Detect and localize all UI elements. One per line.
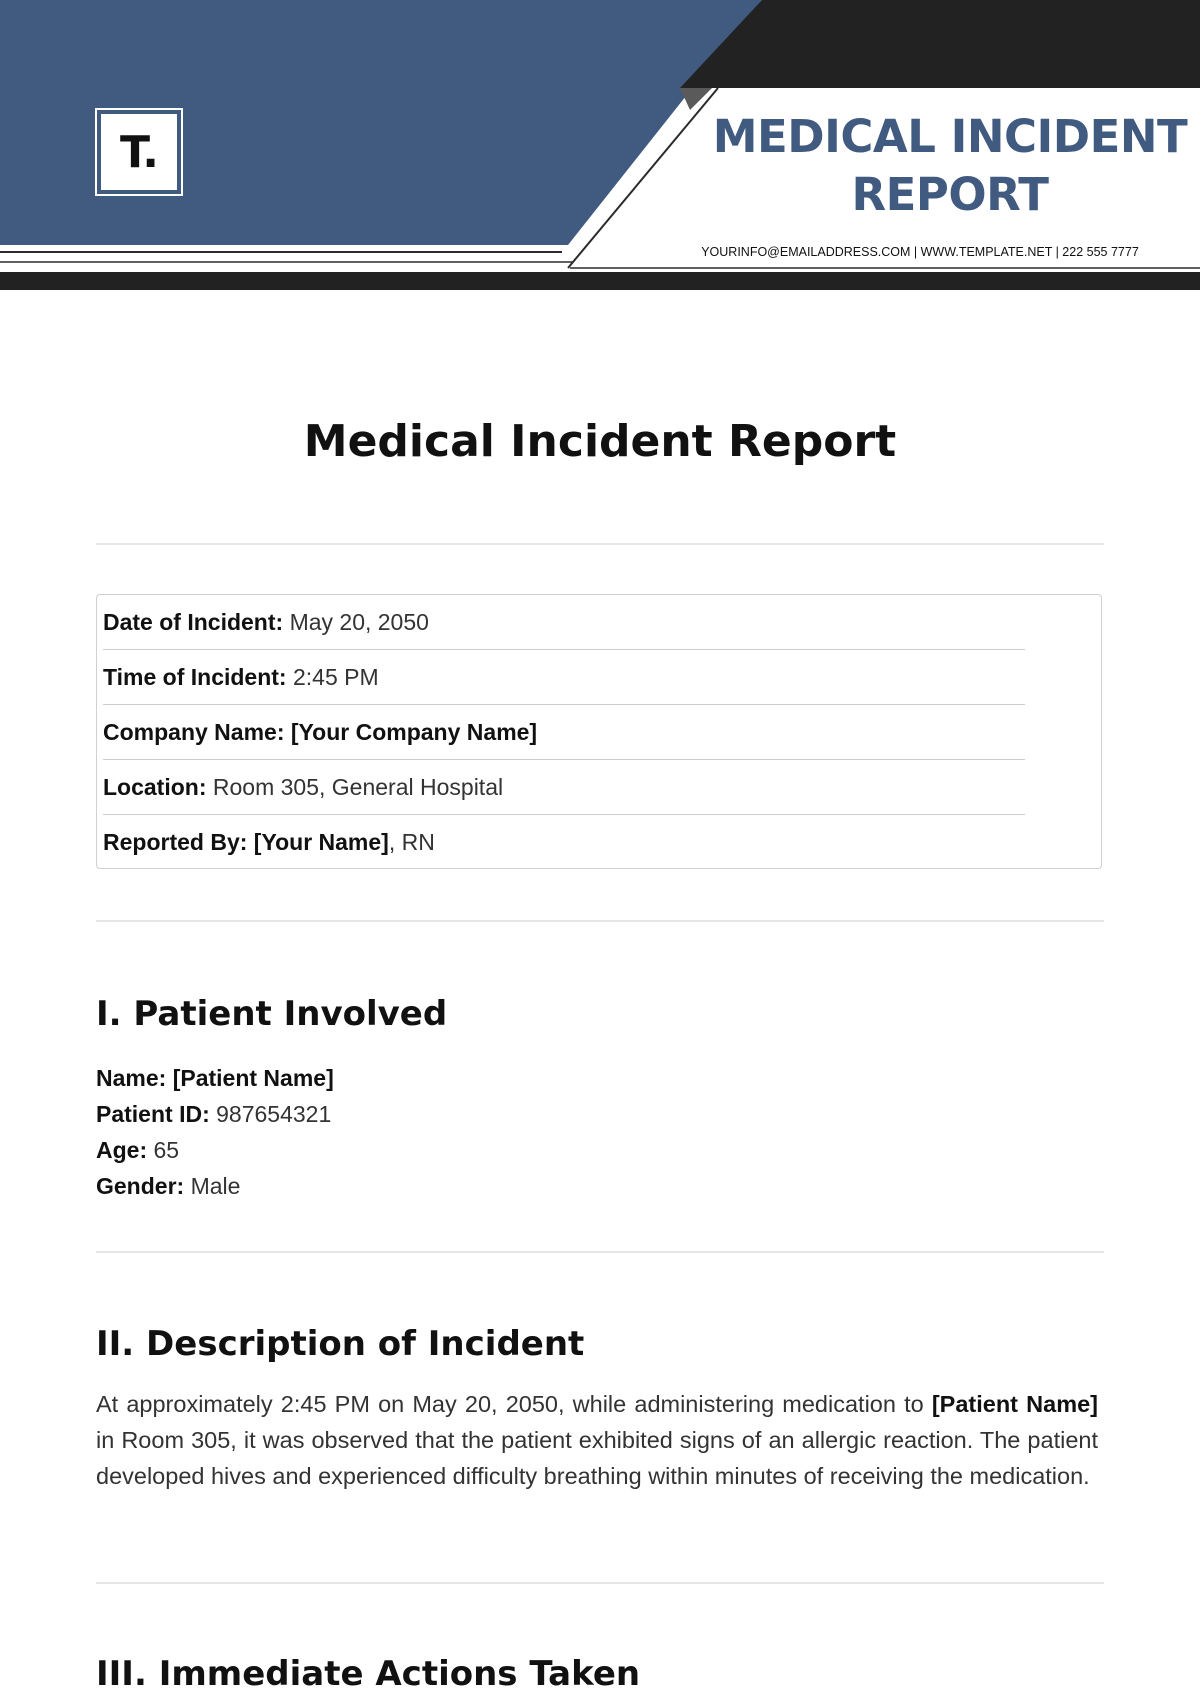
divider: [96, 920, 1104, 922]
banner-title-line2: REPORT: [851, 168, 1049, 221]
contact-info: YOURINFO@EMAILADDRESS.COM | WWW.TEMPLATE.NET | 222 555 7777: [701, 245, 1139, 259]
field-label: Age:: [96, 1137, 148, 1163]
info-value: 2:45 PM: [292, 664, 379, 690]
divider: [96, 1251, 1104, 1253]
info-row-location: [103, 760, 1025, 815]
section-heading-actions: III. Immediate Actions Taken: [96, 1654, 641, 1694]
field-value: 65: [153, 1137, 180, 1163]
info-label: Reported By:: [103, 829, 248, 855]
info-value-suffix: , RN: [388, 829, 435, 855]
company-logo: [95, 108, 183, 196]
header-banner: [0, 0, 1200, 300]
field-value: 987654321: [216, 1101, 332, 1127]
info-value: Room 305, General Hospital: [212, 774, 504, 800]
info-row-company: [103, 705, 1025, 760]
info-value-name: [Your Name]: [253, 829, 389, 855]
divider: [96, 1582, 1104, 1584]
document-title: Medical Incident Report: [303, 416, 897, 467]
logo-letter: T.: [101, 114, 177, 190]
info-row-reported-by: [103, 815, 1025, 870]
banner-title-line1: MEDICAL INCIDENT: [712, 110, 1188, 163]
description-text-end: in Room 305, it was observed that the patient exhibited signs of an allergic reaction. The patient developed hives and experienced difficulty breathing within minutes of receiving the medication.: [96, 1427, 1098, 1489]
field-label: Gender:: [96, 1173, 185, 1199]
info-label: Date of Incident:: [103, 609, 284, 635]
incident-description: [96, 1386, 1098, 1494]
field-label: Patient ID:: [96, 1101, 210, 1127]
info-label: Location:: [103, 774, 207, 800]
patient-age-line: [96, 1135, 179, 1165]
info-row-time: [103, 650, 1025, 705]
section-heading-patient: I. Patient Involved: [96, 994, 448, 1034]
info-value: May 20, 2050: [289, 609, 429, 635]
info-value: [Your Company Name]: [290, 719, 538, 745]
patient-gender-line: [96, 1171, 240, 1201]
incident-info-table: [96, 594, 1102, 869]
section-heading-description: II. Description of Incident: [96, 1324, 585, 1364]
field-label: Name:: [96, 1065, 167, 1091]
info-label: Company Name:: [103, 719, 285, 745]
info-label: Time of Incident:: [103, 664, 287, 690]
patient-name-line: [96, 1063, 334, 1093]
banner-title: [700, 108, 1200, 224]
description-text-start: At approximately 2:45 PM on May 20, 2050, while administering medication to: [96, 1391, 932, 1417]
field-value: [Patient Name]: [172, 1065, 334, 1091]
description-patient-name: [Patient Name]: [931, 1391, 1098, 1417]
field-value: Male: [190, 1173, 241, 1199]
info-row-date: [103, 595, 1025, 650]
divider: [96, 543, 1104, 545]
patient-id-line: [96, 1099, 331, 1129]
